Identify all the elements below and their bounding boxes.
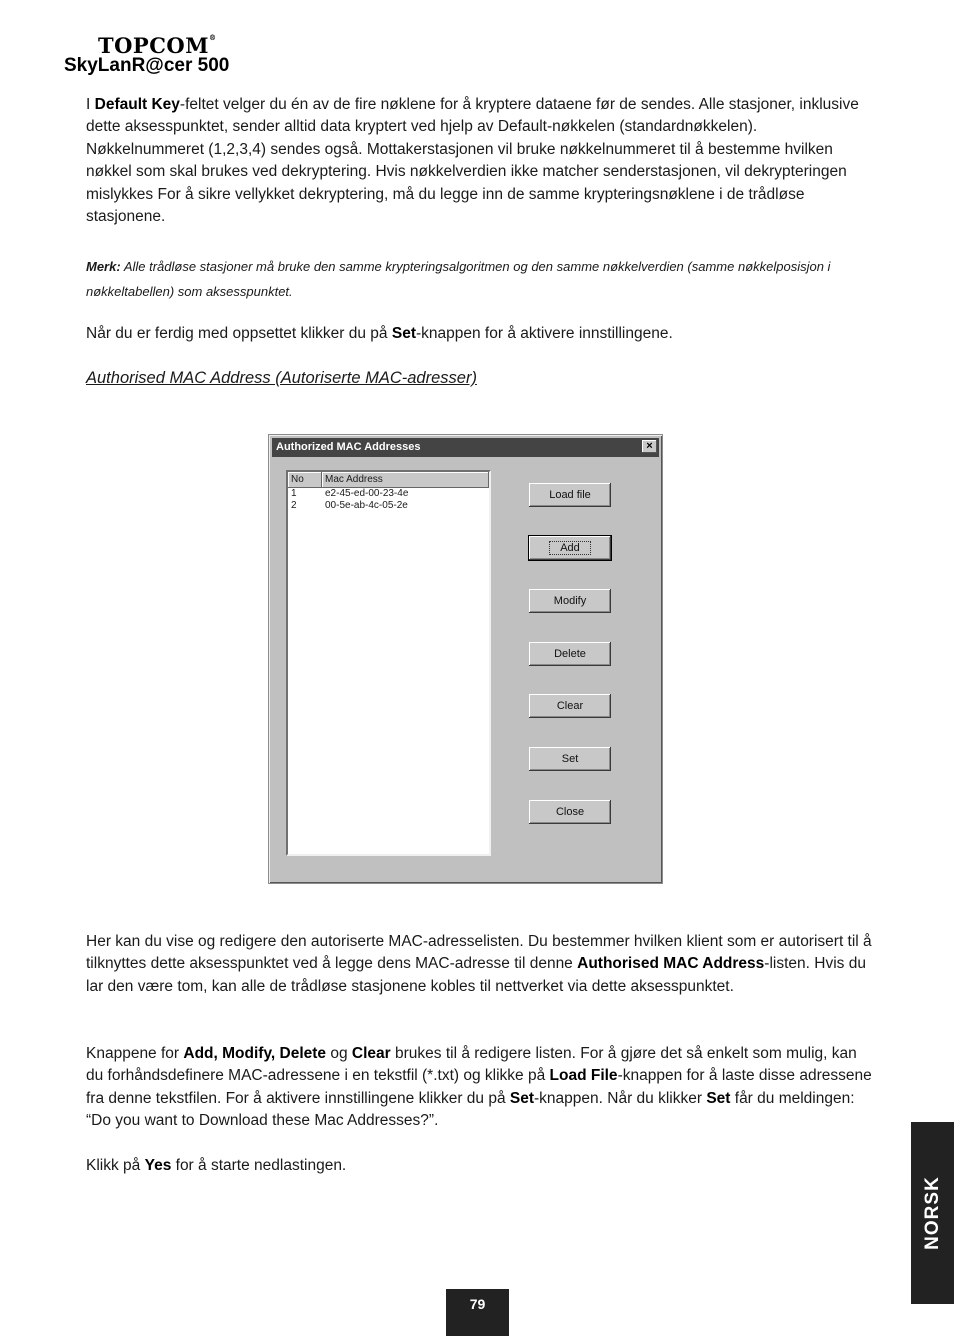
topcom-logo: TOPCOM® bbox=[98, 33, 217, 58]
paragraph-default-key: I Default Key-feltet velger du én av de fire nøklene for å kryptere dataene før de sendes. Alle stasjoner, inklusive dette aksesspunktet, sender alltid data kryptert ved hjelp av Default-nøkkelen (standardnøkkelen). Nøkkelnummeret (1,2,3,4) sendes også. Mottakerstasjonen vil bruke nøkkelnummeret til å bestemme hvilken nøkkel som skal brukes ved dekryptering. Hvis nøkkelverdien ikke matcher senderstasjonen, vil dekrypteringen mislykkes For å sikre vellykket dekryptering, må du legge inn de samme krypteringsnøklene i de trådløse stasjonene. bbox=[86, 96, 859, 226]
close-icon[interactable]: × bbox=[642, 440, 657, 453]
paragraph-set: Når du er ferdig med oppsettet klikker du på Set-knappen for å aktivere innstillingene. bbox=[86, 325, 673, 342]
dialog-title: Authorized MAC Addresses bbox=[276, 441, 421, 453]
add-button[interactable] bbox=[529, 536, 611, 560]
mac-address-list[interactable] bbox=[286, 470, 491, 856]
row-mac: e2-45-ed-00-23-4e bbox=[325, 488, 409, 499]
add-button-label: Add bbox=[549, 541, 591, 555]
paragraph-buttons: Knappene for Add, Modify, Delete og Clear brukes til å redigere listen. For å gjøre det så enkelt som mulig, kan du forhåndsdefinere MAC-adressene i en tekstfil (*.txt) og klikke på Load File-knappen for å laste disse adressene fra denne tekstfilen. For å aktivere innstillingene klikker du på Set-knappen. Når du klikker Set får du meldingen: “Do you want to Download these Mac Addresses?”. bbox=[86, 1045, 872, 1130]
dialog-titlebar bbox=[272, 438, 659, 457]
list-header bbox=[288, 472, 489, 488]
row-mac: 00-5e-ab-4c-05-2e bbox=[325, 500, 408, 511]
language-tab bbox=[911, 1122, 954, 1304]
load-file-button[interactable]: Load file bbox=[529, 483, 611, 507]
paragraph-authorised-list: Her kan du vise og redigere den autoriserte MAC-adresselisten. Du bestemmer hvilken klient som er autorisert til å tilknyttes dette aksesspunktet ved å legge dens MAC-adresse til denne Authorised MAC Address-listen. Hvis du lar den være tom, kan alle de trådløse stasjonene kobles til nettverket via dette aksesspunktet. bbox=[86, 933, 872, 995]
authorized-mac-dialog bbox=[268, 434, 663, 884]
row-no: 2 bbox=[291, 500, 297, 511]
section-heading: Authorised MAC Address (Autoriserte MAC-adresser) bbox=[86, 369, 477, 387]
clear-button[interactable]: Clear bbox=[529, 694, 611, 718]
close-button[interactable]: Close bbox=[529, 800, 611, 824]
set-button[interactable]: Set bbox=[529, 747, 611, 771]
modify-button[interactable]: Modify bbox=[529, 589, 611, 613]
paragraph-yes: Klikk på Yes for å starte nedlastingen. bbox=[86, 1157, 347, 1174]
column-header-no[interactable]: No bbox=[288, 472, 322, 488]
product-name: SkyLanR@cer 500 bbox=[64, 55, 230, 76]
page-number: 79 bbox=[446, 1289, 509, 1336]
column-header-mac[interactable]: Mac Address bbox=[322, 472, 489, 488]
list-item[interactable] bbox=[288, 500, 489, 512]
delete-button[interactable]: Delete bbox=[529, 642, 611, 666]
note: Merk: Alle trådløse stasjoner må bruke den samme krypteringsalgoritmen og den samme nøkkelverdien (samme nøkkelposisjon i nøkkeltabellen) som aksesspunktet. bbox=[86, 259, 831, 299]
list-item[interactable] bbox=[288, 488, 489, 500]
language-tab-label: NORSK bbox=[921, 1176, 943, 1250]
row-no: 1 bbox=[291, 488, 297, 499]
